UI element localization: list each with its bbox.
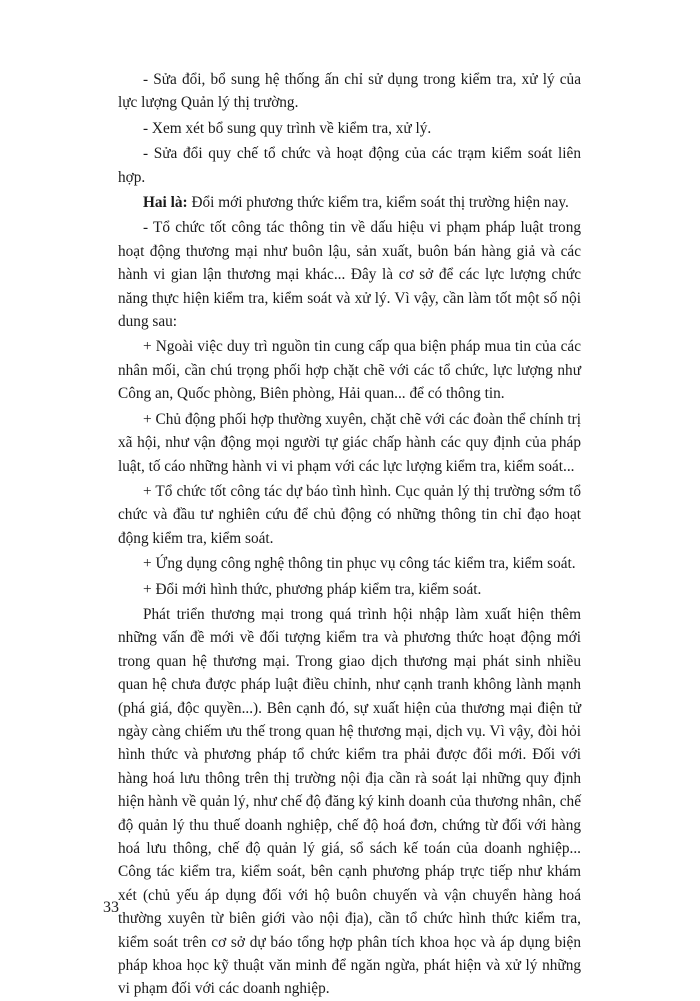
paragraph: + Ứng dụng công nghệ thông tin phục vụ công tác kiểm tra, kiểm soát.	[143, 555, 576, 573]
section-lead: Hai là:	[143, 194, 188, 212]
paragraph: - Tổ chức tốt công tác thông tin về dấu hiệu vi phạm pháp luật trong hoạt động thương mại như buôn lậu, sản xuất, buôn bán hàng giả và các hành vi gian lận thương mại khác... Đây là cơ sở để các lực lượng chức năng thực hiện kiểm tra, kiểm soát và xử lý. Vì vậy, cần làm tốt một số nội dung sau:	[118, 219, 581, 331]
paragraph: + Đổi mới hình thức, phương pháp kiểm tra, kiểm soát.	[143, 580, 482, 598]
section-heading	[118, 191, 581, 214]
paragraph: - Sửa đổi, bổ sung hệ thống ấn chỉ sử dụng trong kiểm tra, xử lý của lực lượng Quản lý thị trường.	[118, 71, 581, 112]
paragraph: + Chủ động phối hợp thường xuyên, chặt chẽ với các đoàn thể chính trị xã hội, như vận động mọi người tự giác chấp hành các quy định của pháp luật, tố cáo những hành vi vi phạm với các lực lượng kiểm tra, kiểm soát...	[118, 410, 581, 475]
page-number: 33	[103, 899, 119, 916]
paragraph: - Xem xét bổ sung quy trình về kiểm tra, xử lý.	[143, 119, 432, 137]
paragraph: - Sửa đổi quy chế tổ chức và hoạt động của các trạm kiểm soát liên hợp.	[118, 145, 581, 186]
paragraph: + Tổ chức tốt công tác dự báo tình hình. Cục quản lý thị trường sớm tổ chức và đầu tư nghiên cứu để chủ động có những thông tin chỉ đạo hoạt động kiểm tra, kiểm soát.	[118, 482, 581, 547]
paragraph: Phát triển thương mại trong quá trình hội nhập làm xuất hiện thêm những vấn đề mới về đối tượng kiểm tra và phương thức hoạt động mới trong quan hệ thương mại. Trong giao dịch thương mại phát sinh nhiều quan hệ chưa được pháp luật điều chỉnh, như cạnh tranh không lành mạnh (phá giá, độc quyền...). Bên cạnh đó, sự xuất hiện của thương mại điện tử ngày càng chiếm ưu thế trong quan hệ thương mại, dịch vụ. Vì vậy, đòi hỏi hình thức và phương pháp tổ chức kiểm tra phải được đổi mới. Đối với hàng hoá lưu thông trên thị trường nội địa cần rà soát lại những quy định hiện hành về quản lý, như chế độ đăng ký kinh doanh của thương nhân, chế độ quản lý thu thuế doanh nghiệp, chế độ hoá đơn, chứng từ đối với hàng hoá lưu thông, chế độ quản lý giá, sổ sách kế toán của doanh nghiệp... Công tác kiểm tra, kiểm soát, bên cạnh phương pháp trực tiếp như khám xét (chủ yếu áp dụng đối với hộ buôn chuyến và vận chuyển hàng hoá thường xuyên từ biên giới vào nội địa), cần tổ chức hình thức kiểm tra, kiểm soát trên cơ sở dự báo tổng hợp phân tích khoa học và áp dụng biện pháp khoa học kỹ thuật văn minh để ngăn ngừa, phát hiện và xử lý những vi phạm đối với các doanh nghiệp.	[118, 605, 581, 998]
section-heading-text: Đổi mới phương thức kiểm tra, kiểm soát thị trường hiện nay.	[187, 194, 569, 212]
paragraph: + Ngoài việc duy trì nguồn tin cung cấp qua biện pháp mua tin của các nhân mối, cần chú trọng phối hợp chặt chẽ với các tổ chức, lực lượng như Công an, Quốc phòng, Biên phòng, Hải quan... để có thông tin.	[118, 338, 581, 403]
page-body	[118, 68, 581, 1001]
